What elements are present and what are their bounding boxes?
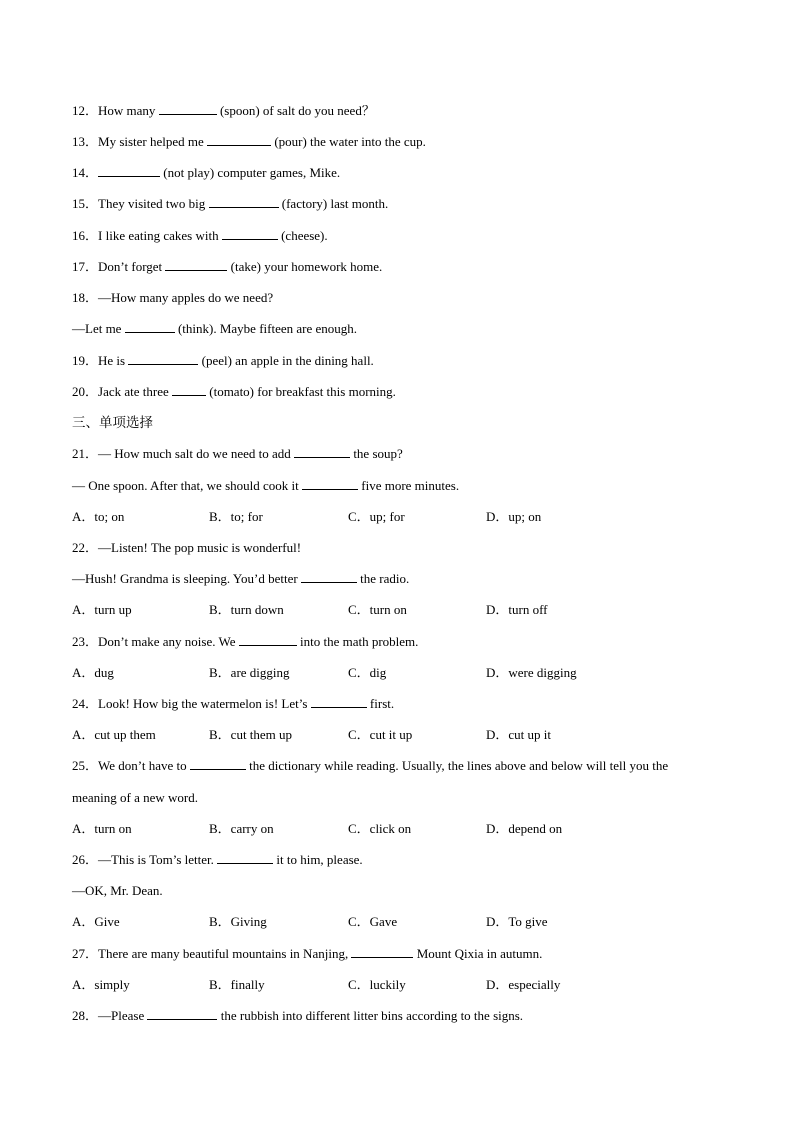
question-14: [72, 164, 340, 182]
question-17: [72, 258, 382, 276]
question-text: five more minutes.: [358, 478, 460, 493]
option-d[interactable]: D．depend on: [486, 821, 563, 836]
option-d[interactable]: D．up; on: [486, 509, 542, 524]
question-text: I like eating cakes with: [98, 228, 222, 243]
question-text: (peel) an apple in the dining hall.: [198, 353, 374, 368]
option-a[interactable]: A．to; on: [72, 509, 125, 524]
question-number: 13．: [72, 134, 99, 149]
question-number: 20．: [72, 384, 99, 399]
question-text: — One spoon. After that, we should cook it: [72, 478, 302, 493]
question-text: Jack ate three: [98, 384, 172, 399]
question-text: How many: [98, 103, 159, 118]
question-text: Don’t make any noise. We: [98, 634, 239, 649]
option-d[interactable]: D．turn off: [486, 602, 548, 617]
option-d[interactable]: D．were digging: [486, 665, 577, 680]
question-22: [72, 539, 301, 557]
answer-blank[interactable]: [209, 195, 279, 208]
option-b[interactable]: B．Giving: [209, 914, 267, 929]
question-number: 16．: [72, 228, 99, 243]
options-27: [72, 976, 732, 994]
answer-blank[interactable]: [190, 757, 246, 770]
question-text: (think). Maybe fifteen are enough.: [174, 321, 358, 336]
option-b[interactable]: B．finally: [209, 977, 265, 992]
question-text: Don’t forget: [98, 259, 166, 274]
answer-blank[interactable]: [239, 633, 297, 646]
options-25: [72, 820, 732, 838]
question-text: —Please: [98, 1008, 148, 1023]
question-12: [72, 102, 375, 120]
option-a[interactable]: A．Give: [72, 914, 120, 929]
question-20: [72, 383, 396, 401]
question-number: 18．: [72, 290, 99, 305]
option-c[interactable]: C．click on: [348, 821, 412, 836]
question-text: Mount Qixia in autumn.: [413, 946, 543, 961]
question-21-reply: [72, 477, 459, 495]
question-text: it to him, please.: [273, 852, 363, 867]
answer-blank[interactable]: [159, 102, 217, 115]
answer-blank[interactable]: [172, 383, 206, 396]
answer-blank[interactable]: [222, 227, 278, 240]
option-b[interactable]: B．are digging: [209, 665, 290, 680]
question-26-reply: —OK, Mr. Dean.: [72, 883, 163, 898]
question-text: the dictionary while reading. Usually, the lines above and below will tell you the: [245, 758, 669, 773]
question-24: [72, 695, 394, 713]
question-text: They visited two big: [98, 196, 209, 211]
question-number: 26．: [72, 852, 99, 867]
question-text: (pour) the water into the cup.: [271, 134, 426, 149]
question-number: 25．: [72, 758, 99, 773]
question-text: the radio.: [356, 571, 410, 586]
option-a[interactable]: A．turn on: [72, 821, 132, 836]
answer-blank[interactable]: [165, 258, 227, 271]
question-text: the soup?: [350, 446, 403, 461]
answer-blank[interactable]: [311, 695, 367, 708]
question-number: 17．: [72, 259, 99, 274]
question-text: —How many apples do we need?: [98, 290, 274, 305]
question-text: the rubbish into different litter bins according to the signs.: [217, 1008, 524, 1023]
option-c[interactable]: C．cut it up: [348, 727, 413, 742]
question-text: (spoon) of salt do you need？: [216, 103, 375, 118]
question-text: (take) your homework home.: [227, 259, 383, 274]
option-b[interactable]: B．cut them up: [209, 727, 293, 742]
question-18-reply: [72, 320, 357, 338]
question-text: —Hush! Grandma is sleeping. You’d better: [72, 571, 301, 586]
option-c[interactable]: C．up; for: [348, 509, 405, 524]
answer-blank[interactable]: [302, 477, 358, 490]
question-number: 12．: [72, 103, 99, 118]
option-d[interactable]: D．cut up it: [486, 727, 551, 742]
option-a[interactable]: A．turn up: [72, 602, 132, 617]
question-text: —Let me: [72, 321, 125, 336]
option-b[interactable]: B．to; for: [209, 509, 263, 524]
option-c[interactable]: C．luckily: [348, 977, 406, 992]
question-text: (not play) computer games, Mike.: [160, 165, 341, 180]
answer-blank[interactable]: [128, 352, 198, 365]
question-26: [72, 851, 363, 869]
answer-blank[interactable]: [125, 320, 175, 333]
question-text: (cheese).: [277, 228, 328, 243]
question-number: 14．: [72, 165, 99, 180]
question-text: —This is Tom’s letter.: [98, 852, 218, 867]
option-a[interactable]: A．cut up them: [72, 727, 156, 742]
section-title: 三、单项选择: [72, 415, 153, 431]
option-b[interactable]: B．turn down: [209, 602, 284, 617]
question-28: [72, 1007, 523, 1025]
question-text: (tomato) for breakfast this morning.: [206, 384, 396, 399]
question-number: 24．: [72, 696, 99, 711]
question-25: [72, 757, 668, 775]
question-18: [72, 289, 273, 307]
options-26: [72, 913, 732, 931]
options-23: [72, 664, 732, 682]
answer-blank[interactable]: [351, 945, 413, 958]
question-16: [72, 227, 328, 245]
question-text: —Listen! The pop music is wonderful!: [98, 540, 302, 555]
options-21: [72, 508, 732, 526]
question-text: My sister helped me: [98, 134, 208, 149]
option-c[interactable]: C．turn on: [348, 602, 407, 617]
question-text: — How much salt do we need to add: [98, 446, 295, 461]
question-text: He is: [98, 353, 129, 368]
question-22-reply: [72, 570, 409, 588]
question-19: [72, 352, 374, 370]
option-c[interactable]: C．dig: [348, 665, 387, 680]
question-number: 28．: [72, 1008, 99, 1023]
question-21: [72, 445, 403, 463]
question-text: first.: [366, 696, 395, 711]
options-24: [72, 726, 732, 744]
question-25-cont: meaning of a new word.: [72, 790, 198, 805]
question-13: [72, 133, 426, 151]
question-number: 15．: [72, 196, 99, 211]
question-text: We don’t have to: [98, 758, 190, 773]
answer-blank[interactable]: [207, 133, 271, 146]
question-number: 22．: [72, 540, 99, 555]
option-a[interactable]: A．dug: [72, 665, 114, 680]
answer-blank[interactable]: [294, 445, 350, 458]
question-text: (factory) last month.: [278, 196, 389, 211]
question-23: [72, 633, 418, 651]
question-number: 19．: [72, 353, 99, 368]
question-text: into the math problem.: [296, 634, 419, 649]
option-d[interactable]: D．To give: [486, 914, 548, 929]
question-number: 23．: [72, 634, 99, 649]
option-c[interactable]: C．Gave: [348, 914, 398, 929]
option-b[interactable]: B．carry on: [209, 821, 274, 836]
option-d[interactable]: D．especially: [486, 977, 561, 992]
question-text: There are many beautiful mountains in Nanjing,: [98, 946, 352, 961]
answer-blank[interactable]: [98, 164, 160, 177]
option-a[interactable]: A．simply: [72, 977, 130, 992]
options-22: [72, 601, 732, 619]
question-number: 21．: [72, 446, 99, 461]
answer-blank[interactable]: [147, 1007, 217, 1020]
question-text: Look! How big the watermelon is! Let’s: [98, 696, 311, 711]
answer-blank[interactable]: [217, 851, 273, 864]
answer-blank[interactable]: [301, 570, 357, 583]
question-15: [72, 195, 388, 213]
question-number: 27．: [72, 946, 99, 961]
question-27: [72, 945, 542, 963]
